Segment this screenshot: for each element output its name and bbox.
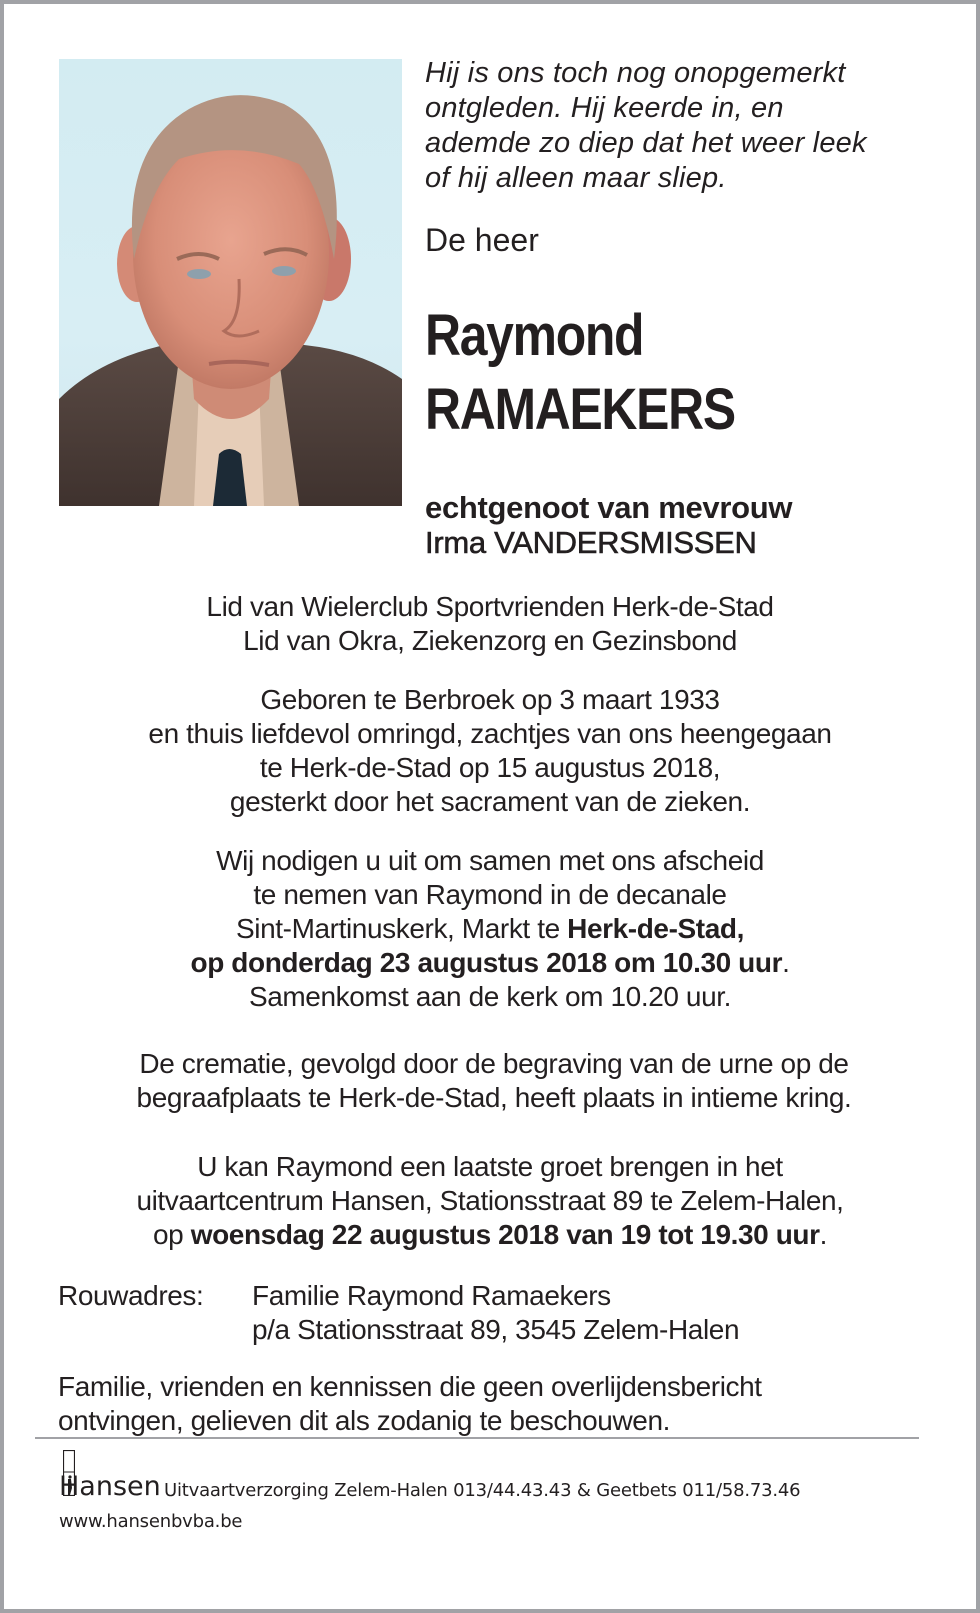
obituary-card [4, 4, 976, 1609]
membership-block [4, 590, 976, 658]
last-name: RAMAEKERS [425, 377, 735, 442]
funeral-city: Herk-de-Stad, [567, 913, 744, 944]
logo-wordmark: Hansen [59, 1471, 161, 1502]
address-line: p/a Stationsstraat 89, 3545 Zelem-Halen [252, 1314, 740, 1345]
birth-death-line: gesterkt door het sacrament van de zieken. [229, 786, 751, 817]
salutation: De heer [425, 222, 539, 258]
greeting-line [4, 1218, 976, 1252]
birth-death-block [4, 683, 976, 819]
cremation-line: begraafplaats te Herk-de-Stad, heeft plaats in intieme kring. [136, 1082, 852, 1113]
invitation-line [4, 946, 976, 980]
funeral-datetime: op donderdag 23 augustus 2018 om 10.30 uur [190, 947, 783, 978]
greeting-prefix: op [152, 1219, 191, 1250]
closing-line: Familie, vrienden en kennissen die geen overlijdensbericht [58, 1371, 762, 1402]
website-link[interactable]: www.hansenbvba.be [59, 1511, 243, 1532]
invitation-line [4, 912, 976, 946]
gathering-time: Samenkomst aan de kerk om 10.20 uur. [248, 981, 732, 1012]
first-name: Raymond [425, 303, 644, 368]
invitation-line: Wij nodigen u uit om samen met ons afscheid [216, 845, 764, 876]
greeting-line: U kan Raymond een laatste groet brengen in het [197, 1151, 783, 1182]
membership-line: Lid van Wielerclub Sportvrienden Herk-de-Stad [206, 591, 774, 622]
church-location: Sint-Martinuskerk, Markt te [236, 913, 568, 944]
cremation-block [8, 1047, 980, 1115]
poem-line: ontgleden. Hij keerde in, en [425, 92, 784, 124]
invitation-line: te nemen van Raymond in de decanale [253, 879, 727, 910]
birth-death-line: en thuis liefdevol omringd, zachtjes van ons heengegaan [148, 718, 832, 749]
punctuation: . [782, 947, 790, 978]
portrait-illustration [59, 59, 402, 506]
address-label: Rouwadres: [58, 1280, 204, 1311]
footer-divider [35, 1437, 919, 1439]
visitation-datetime: woensdag 22 augustus 2018 van 19 tot 19.30 uur [190, 1219, 820, 1250]
closing-note [58, 1370, 762, 1438]
poem-line: ademde zo diep dat het weer leek [425, 127, 867, 159]
hansen-logo [59, 1450, 169, 1510]
funeral-invitation-block [4, 844, 976, 1014]
poem-line: of hij alleen maar sliep. [425, 162, 727, 194]
birth-death-line: Geboren te Berbroek op 3 maart 1933 [260, 684, 720, 715]
funeral-home-contact: Uitvaartverzorging Zelem-Halen 013/44.43.43 & Geetbets 011/58.73.46 [164, 1480, 801, 1501]
address-lines [252, 1279, 739, 1347]
spouse-name: Irma VANDERSMISSEN [425, 525, 757, 560]
birth-death-line: te Herk-de-Stad op 15 augustus 2018, [259, 752, 721, 783]
deceased-name [425, 299, 735, 447]
closing-line: ontvingen, gelieven dit als zodanig te beschouwen. [58, 1405, 670, 1436]
spouse-info [425, 490, 792, 560]
punctuation: . [819, 1219, 828, 1250]
address-line: Familie Raymond Ramaekers [252, 1280, 611, 1311]
greeting-line: uitvaartcentrum Hansen, Stationsstraat 89 te Zelem-Halen, [136, 1185, 844, 1216]
poem [425, 56, 867, 196]
portrait-photo [59, 59, 402, 506]
spouse-relation: echtgenoot van mevrouw [425, 490, 793, 525]
last-greeting-block [4, 1150, 976, 1252]
membership-line: Lid van Okra, Ziekenzorg en Gezinsbond [243, 625, 737, 656]
poem-line: Hij is ons toch nog onopgemerkt [425, 57, 846, 89]
cremation-line: De crematie, gevolgd door de begraving van de urne op de [139, 1048, 849, 1079]
